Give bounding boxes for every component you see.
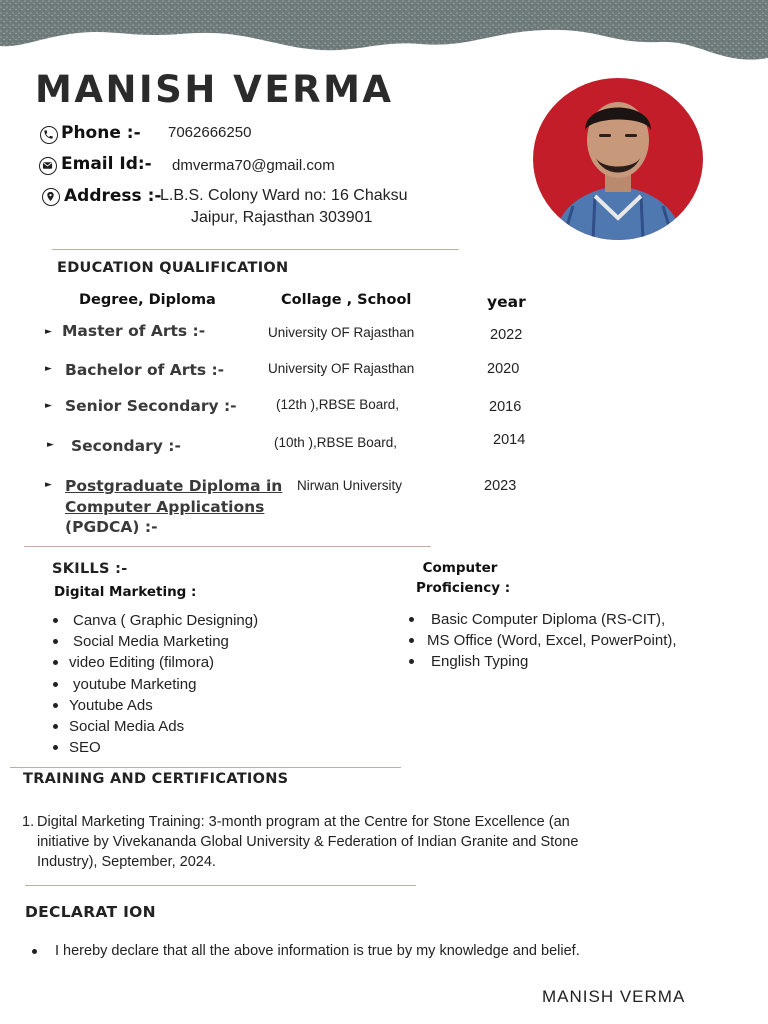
degree-name-suffix: (PGDCA) :- [65,518,158,536]
institution-name: University OF Rajasthan [268,361,415,376]
address-label: Address :- [64,186,162,206]
year-value: 2023 [484,478,517,494]
institution-name: Nirwan University [297,478,403,493]
list-item: MS Office (Word, Excel, PowerPoint), [407,630,677,651]
education-heading: EDUCATION QUALIFICATION [57,260,289,276]
list-item: Social Media Ads [51,716,258,737]
list-item: Basic Computer Diploma (RS-CIT), [407,609,677,630]
digital-marketing-list [51,610,258,758]
signature-name: MANISH VERMA [542,987,686,1006]
computer-proficiency-subheading: Computer Proficiency : [416,560,511,596]
bullet-arrow-icon: ► [45,364,52,374]
list-item: Social Media Marketing [51,631,258,652]
bullet-arrow-icon: ► [45,480,52,490]
list-item: video Editing (filmora) [51,652,258,673]
divider [24,546,431,547]
list-item: I hereby declare that all the above information is true by my knowledge and belief. [30,941,580,962]
location-pin-icon [42,188,60,206]
bullet-arrow-icon: ► [45,401,52,411]
degree-name-link[interactable]: Postgraduate Diploma in Computer Applications [65,477,283,516]
phone-value[interactable]: 7062666250 [168,124,252,141]
declaration-heading: DECLARAT ION [25,903,156,921]
email-icon [39,157,57,175]
address-line-1: L.B.S. Colony Ward no: 16 Chaksu [160,187,408,204]
divider [10,767,401,768]
year-value: 2022 [490,327,523,343]
header-wave-decoration [0,0,768,70]
degree-name: Master of Arts :- [62,322,206,340]
institution-name: (12th ),RBSE Board, [276,397,400,412]
list-item: SEO [51,737,258,758]
computer-proficiency-list [407,609,677,673]
year-value: 2016 [489,399,522,415]
list-number: 1. [22,814,35,830]
digital-marketing-subheading: Digital Marketing : [54,584,197,600]
institution-name: (10th ),RBSE Board, [274,435,398,450]
declaration-list [30,941,580,962]
list-item: youtube Marketing [51,674,258,695]
training-item-text: Digital Marketing Training: 3-month program at the Centre for Stone Excellence (an initiative by Vivekananda Global University & Federation of Indian Granite and Stone Industry), September, 2024. [37,814,579,870]
list-item: Canva ( Graphic Designing) [51,610,258,631]
institution-name: University OF Rajasthan [268,325,415,340]
divider [52,249,459,250]
column-header-year: year [487,293,526,311]
email-value[interactable]: dmverma70@gmail.com [172,157,335,174]
degree-name: Secondary :- [71,437,181,455]
bullet-arrow-icon: ► [45,327,52,337]
year-value: 2014 [493,432,526,448]
column-header-school: Collage , School [281,292,412,308]
year-value: 2020 [487,361,520,377]
divider [25,885,416,886]
phone-label: Phone :- [61,123,141,143]
profile-photo [533,78,703,240]
degree-name: Senior Secondary :- [65,397,237,415]
degree-name: Bachelor of Arts :- [65,361,225,379]
email-label: Email Id:- [61,154,152,174]
list-item: Youtube Ads [51,695,258,716]
column-header-degree: Degree, Diploma [79,292,216,308]
training-heading: TRAINING AND CERTIFICATIONS [23,771,289,787]
list-item: English Typing [407,651,677,672]
bullet-arrow-icon: ► [47,440,54,450]
address-line-2: Jaipur, Rajasthan 303901 [191,209,373,226]
candidate-name: MANISH VERMA [35,68,394,111]
phone-icon [40,126,58,144]
skills-heading: SKILLS :- [52,561,128,577]
